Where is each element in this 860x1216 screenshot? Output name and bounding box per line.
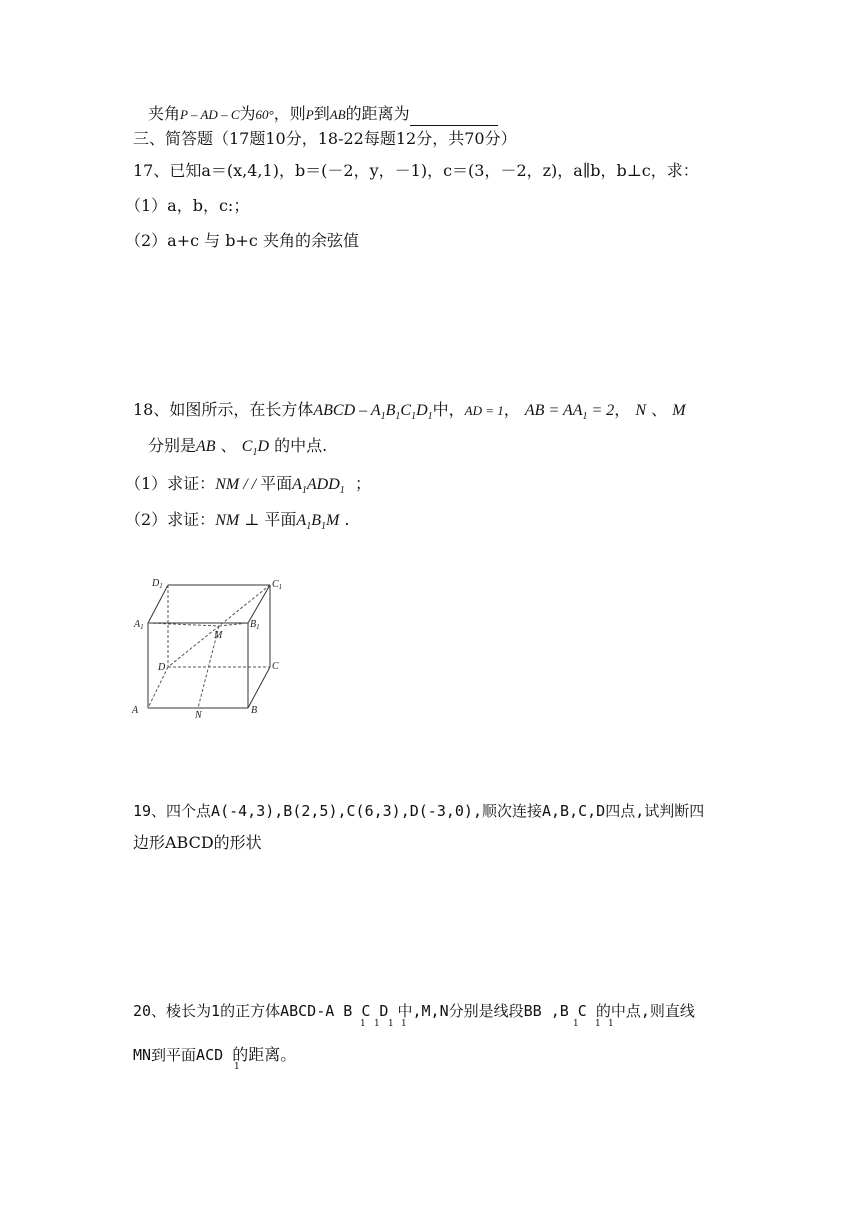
q18-p1-a: A: [292, 476, 302, 493]
q18-sub: 1: [301, 485, 307, 497]
q18-point-n: N: [635, 402, 647, 419]
q18-p2-pre: （2）求证：: [125, 510, 216, 529]
q18-sub: 1: [411, 411, 417, 423]
q18-p2-nm: NM: [215, 512, 240, 529]
edge-a1d1: [148, 585, 168, 623]
label-c: C: [272, 661, 279, 672]
q20-sub-bb1: 1: [573, 1019, 579, 1029]
q18-stem-line1: [133, 399, 686, 428]
q18-sub: 1: [306, 521, 312, 533]
edge-cb: [248, 667, 270, 708]
q18-p2-end: .: [344, 510, 350, 529]
q20-line2: [133, 1044, 296, 1066]
q17-part2: （2）a+c 与 b+c 夹角的余弦值: [125, 231, 359, 250]
q18-p1-parallel: / /: [239, 476, 261, 493]
q18-line2-ab: AB: [196, 438, 216, 455]
label-d: D: [158, 662, 166, 673]
section-heading: 三、简答题（17题10分，18-22每题12分，共70分）: [133, 129, 517, 148]
q18-p2-a: A: [296, 512, 307, 529]
q20-sub-a1: 1: [360, 1019, 366, 1029]
q17-stem: 17、已知a＝(x,4,1)，b＝(－2，y，－1)，c＝(3，－2，z)，a∥b，b⊥c，求：: [133, 161, 699, 180]
q18-c1: C: [400, 402, 412, 419]
q16-text-mid: 为: [239, 104, 256, 123]
q16-tail-line: [148, 103, 498, 126]
q18-sub: 1: [380, 411, 386, 423]
q18-p1-pre: （1）求证：: [125, 474, 216, 493]
q18-line2-d: D: [257, 438, 269, 455]
q20-sub-b1c: 1: [595, 1019, 601, 1029]
q16-segment-ab: AB: [329, 107, 346, 122]
label-d1: $D_1$: [152, 578, 163, 590]
label-m: M: [214, 630, 223, 641]
q19-line2: 边形ABCD的形状: [133, 833, 262, 852]
q20-line1: 20、棱长为1的正方体ABCD-A B C D 中,M,N分别是线段BB ,B C 的中点,则直线: [133, 1002, 695, 1020]
q20-line2-post: 的距离。: [232, 1045, 297, 1064]
q18-dun: 、: [651, 400, 668, 419]
q16-text-post: 的距离为: [345, 104, 410, 123]
label-n: N: [195, 710, 202, 720]
q18-eq-ad: AD = 1: [464, 403, 504, 418]
q18-sep: ，: [614, 400, 631, 419]
q20-sub-d1: 1: [401, 1019, 407, 1029]
q20-sub-d1-plane: 1: [234, 1062, 240, 1072]
q18-text-pre: 18、如图所示，在长方体: [133, 400, 314, 419]
q18-p1-nm: NM: [215, 476, 240, 493]
label-a: A: [132, 705, 139, 716]
q18-box-abcd: ABCD – A: [313, 402, 381, 419]
q18-line2-pre: 分别是: [148, 436, 197, 455]
q18-b1: B: [385, 402, 396, 419]
q18-line2-dun: 、: [220, 436, 237, 455]
q18-sub: 1: [320, 521, 326, 533]
q18-sub: 1: [427, 411, 433, 423]
q18-line2-post: 的中点.: [274, 436, 328, 455]
edge-c1b1: [248, 585, 270, 623]
q16-point-p: P: [305, 107, 314, 122]
q18-p1-add: ADD: [306, 476, 340, 493]
q18-sub: 1: [395, 411, 401, 423]
q18-sub: 1: [252, 447, 258, 459]
q16-text-mid2: ，则: [273, 104, 306, 123]
label-b: B: [251, 705, 258, 716]
q18-p2-plane: 平面: [264, 510, 297, 529]
q20-sub-c1: 1: [388, 1019, 394, 1029]
q18-line2-c: C: [241, 438, 253, 455]
q16-text-mid3: 到: [313, 104, 330, 123]
q18-comma: ，: [503, 400, 520, 419]
q18-part2: [125, 509, 350, 538]
q18-p1-plane: 平面: [260, 474, 293, 493]
q18-eq-ab-val: = 2: [587, 402, 615, 419]
q18-p2-perp: ⊥: [239, 510, 265, 529]
q18-part1: [125, 473, 371, 502]
answer-blank: [410, 109, 498, 126]
q18-point-m: M: [672, 402, 686, 419]
q18-eq-ab: AB = AA: [524, 402, 583, 419]
label-c1: $C_1$: [272, 579, 283, 591]
cuboid-figure: [130, 575, 290, 720]
q18-sub: 1: [582, 411, 588, 423]
q16-angle: 60°: [255, 107, 274, 122]
q18-p2-b: B: [311, 512, 321, 529]
q18-p2-m: M: [325, 512, 340, 529]
label-b1: $B_1$: [250, 619, 260, 631]
q18-stem-line2: [148, 435, 327, 464]
q20-line2-pre: MN到平面ACD: [133, 1046, 233, 1064]
q16-text-pre: 夹角: [148, 104, 181, 123]
q20-sub-b1: 1: [374, 1019, 380, 1029]
q20-sub-c1b: 1: [608, 1019, 614, 1029]
q19-line1: 19、四个点A(-4,3),B(2,5),C(6,3),D(-3,0),顺次连接A,B,C,D四点,试判断四: [133, 802, 705, 820]
q18-d1: D: [416, 402, 428, 419]
label-a1: $A_1$: [134, 619, 144, 631]
q18-p1-end: ；: [354, 474, 371, 493]
q18-text-mid: 中，: [432, 400, 465, 419]
q16-dihedral-expr: P – AD – C: [180, 107, 240, 122]
hidden-edge-da: [148, 667, 168, 708]
q18-sub: 1: [339, 485, 345, 497]
q17-part1: （1）a，b，c:；: [125, 196, 250, 215]
